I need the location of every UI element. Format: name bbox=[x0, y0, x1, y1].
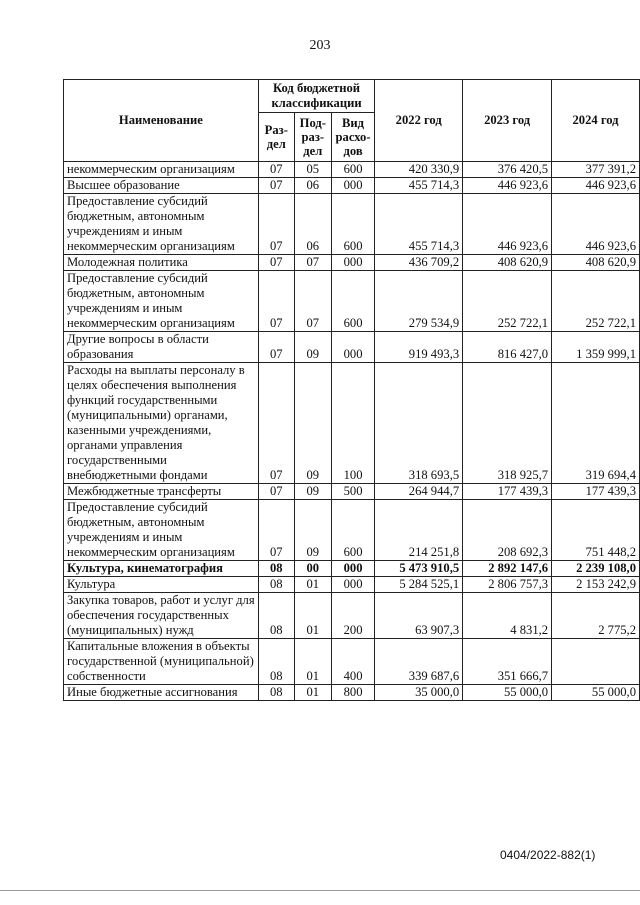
row-section: 07 bbox=[258, 484, 294, 500]
row-name: Культура bbox=[64, 577, 259, 593]
row-expense-type: 600 bbox=[331, 194, 374, 255]
row-value-2024: 2 239 108,0 bbox=[552, 561, 640, 577]
row-value-2024: 177 439,3 bbox=[552, 484, 640, 500]
row-expense-type: 500 bbox=[331, 484, 374, 500]
budget-table bbox=[63, 79, 640, 701]
row-expense-type: 000 bbox=[331, 332, 374, 363]
row-value-2023: 208 692,3 bbox=[463, 500, 552, 561]
row-subsection: 09 bbox=[294, 363, 331, 484]
row-value-2024: 408 620,9 bbox=[552, 255, 640, 271]
row-value-2022: 339 687,6 bbox=[375, 639, 463, 685]
row-value-2022: 214 251,8 bbox=[375, 500, 463, 561]
document-code: 0404/2022-882(1) bbox=[500, 848, 596, 862]
row-subsection: 07 bbox=[294, 255, 331, 271]
row-name: Расходы на выплаты персоналу в целях обеспечения выполнения функций государственными (муниципальными) органами, казенными учреждениями, органами управления государственными внебюджетными фондами bbox=[64, 363, 259, 484]
row-value-2023: 408 620,9 bbox=[463, 255, 552, 271]
row-value-2023: 376 420,5 bbox=[463, 162, 552, 178]
row-value-2023: 252 722,1 bbox=[463, 271, 552, 332]
row-subsection: 01 bbox=[294, 639, 331, 685]
row-section: 08 bbox=[258, 593, 294, 639]
row-value-2023: 2 892 147,6 bbox=[463, 561, 552, 577]
row-value-2024: 319 694,4 bbox=[552, 363, 640, 484]
row-value-2024 bbox=[552, 639, 640, 685]
row-name: Капитальные вложения в объекты государственной (муниципальной) собственности bbox=[64, 639, 259, 685]
row-name: Высшее образование bbox=[64, 178, 259, 194]
table-row bbox=[64, 194, 640, 255]
row-value-2023: 351 666,7 bbox=[463, 639, 552, 685]
row-expense-type: 600 bbox=[331, 271, 374, 332]
row-value-2022: 420 330,9 bbox=[375, 162, 463, 178]
table-header bbox=[64, 80, 640, 162]
row-value-2024: 446 923,6 bbox=[552, 178, 640, 194]
row-value-2022: 436 709,2 bbox=[375, 255, 463, 271]
row-subsection: 07 bbox=[294, 271, 331, 332]
row-value-2022: 63 907,3 bbox=[375, 593, 463, 639]
row-value-2022: 279 534,9 bbox=[375, 271, 463, 332]
row-value-2023: 55 000,0 bbox=[463, 685, 552, 701]
table-row bbox=[64, 639, 640, 685]
row-value-2023: 446 923,6 bbox=[463, 194, 552, 255]
row-value-2022: 919 493,3 bbox=[375, 332, 463, 363]
table-row bbox=[64, 162, 640, 178]
row-expense-type: 000 bbox=[331, 178, 374, 194]
row-value-2023: 177 439,3 bbox=[463, 484, 552, 500]
row-value-2024: 377 391,2 bbox=[552, 162, 640, 178]
row-value-2022: 455 714,3 bbox=[375, 178, 463, 194]
table-row bbox=[64, 255, 640, 271]
row-section: 08 bbox=[258, 639, 294, 685]
row-expense-type: 400 bbox=[331, 639, 374, 685]
table-body bbox=[64, 162, 640, 701]
header-2024: 2024 год bbox=[552, 80, 640, 162]
table-row bbox=[64, 500, 640, 561]
row-subsection: 09 bbox=[294, 332, 331, 363]
row-name: Иные бюджетные ассигнования bbox=[64, 685, 259, 701]
row-value-2024: 1 359 999,1 bbox=[552, 332, 640, 363]
row-name: Культура, кинематография bbox=[64, 561, 259, 577]
row-expense-type: 600 bbox=[331, 162, 374, 178]
row-value-2022: 264 944,7 bbox=[375, 484, 463, 500]
row-name: Молодежная политика bbox=[64, 255, 259, 271]
row-value-2023: 318 925,7 bbox=[463, 363, 552, 484]
row-subsection: 01 bbox=[294, 577, 331, 593]
header-subsection: Под-раз-дел bbox=[294, 113, 331, 162]
row-section: 08 bbox=[258, 561, 294, 577]
row-section: 07 bbox=[258, 332, 294, 363]
row-section: 07 bbox=[258, 271, 294, 332]
row-expense-type: 000 bbox=[331, 577, 374, 593]
row-section: 07 bbox=[258, 255, 294, 271]
row-value-2024: 2 775,2 bbox=[552, 593, 640, 639]
row-subsection: 05 bbox=[294, 162, 331, 178]
row-section: 07 bbox=[258, 162, 294, 178]
row-name: некоммерческим организациям bbox=[64, 162, 259, 178]
row-name: Предоставление субсидий бюджетным, автономным учреждениям и иным некоммерческим организациям bbox=[64, 194, 259, 255]
row-value-2024: 55 000,0 bbox=[552, 685, 640, 701]
header-2022: 2022 год bbox=[375, 80, 463, 162]
row-expense-type: 000 bbox=[331, 561, 374, 577]
row-value-2024: 2 153 242,9 bbox=[552, 577, 640, 593]
row-value-2024: 446 923,6 bbox=[552, 194, 640, 255]
row-subsection: 01 bbox=[294, 685, 331, 701]
row-section: 07 bbox=[258, 194, 294, 255]
row-value-2024: 252 722,1 bbox=[552, 271, 640, 332]
row-section: 07 bbox=[258, 178, 294, 194]
row-expense-type: 600 bbox=[331, 500, 374, 561]
page-number: 203 bbox=[309, 38, 331, 53]
row-value-2022: 35 000,0 bbox=[375, 685, 463, 701]
header-name: Наименование bbox=[64, 80, 259, 162]
row-expense-type: 100 bbox=[331, 363, 374, 484]
row-subsection: 01 bbox=[294, 593, 331, 639]
bottom-divider bbox=[0, 890, 640, 891]
row-value-2023: 816 427,0 bbox=[463, 332, 552, 363]
row-name: Закупка товаров, работ и услуг для обеспечения государственных (муниципальных) нужд bbox=[64, 593, 259, 639]
row-subsection: 09 bbox=[294, 484, 331, 500]
row-section: 08 bbox=[258, 577, 294, 593]
row-subsection: 09 bbox=[294, 500, 331, 561]
row-section: 07 bbox=[258, 500, 294, 561]
table-row bbox=[64, 332, 640, 363]
header-2023: 2023 год bbox=[463, 80, 552, 162]
table-row bbox=[64, 178, 640, 194]
row-name: Предоставление субсидий бюджетным, автономным учреждениям и иным некоммерческим организациям bbox=[64, 271, 259, 332]
row-value-2022: 5 473 910,5 bbox=[375, 561, 463, 577]
row-value-2023: 2 806 757,3 bbox=[463, 577, 552, 593]
row-value-2023: 4 831,2 bbox=[463, 593, 552, 639]
row-value-2023: 446 923,6 bbox=[463, 178, 552, 194]
row-name: Межбюджетные трансферты bbox=[64, 484, 259, 500]
row-name: Предоставление субсидий бюджетным, автономным учреждениям и иным некоммерческим организациям bbox=[64, 500, 259, 561]
header-expense-type: Вид расхо-дов bbox=[331, 113, 374, 162]
row-section: 07 bbox=[258, 363, 294, 484]
row-section: 08 bbox=[258, 685, 294, 701]
table-row bbox=[64, 685, 640, 701]
row-value-2022: 5 284 525,1 bbox=[375, 577, 463, 593]
row-expense-type: 200 bbox=[331, 593, 374, 639]
table-row bbox=[64, 363, 640, 484]
table-row bbox=[64, 593, 640, 639]
row-value-2022: 318 693,5 bbox=[375, 363, 463, 484]
table-row bbox=[64, 561, 640, 577]
header-code-group: Код бюджетной классификации bbox=[258, 80, 374, 113]
table-row bbox=[64, 271, 640, 332]
row-subsection: 00 bbox=[294, 561, 331, 577]
row-subsection: 06 bbox=[294, 194, 331, 255]
row-value-2022: 455 714,3 bbox=[375, 194, 463, 255]
table-row bbox=[64, 577, 640, 593]
row-name: Другие вопросы в области образования bbox=[64, 332, 259, 363]
row-expense-type: 800 bbox=[331, 685, 374, 701]
header-section: Раз-дел bbox=[258, 113, 294, 162]
table-row bbox=[64, 484, 640, 500]
row-expense-type: 000 bbox=[331, 255, 374, 271]
row-value-2024: 751 448,2 bbox=[552, 500, 640, 561]
row-subsection: 06 bbox=[294, 178, 331, 194]
